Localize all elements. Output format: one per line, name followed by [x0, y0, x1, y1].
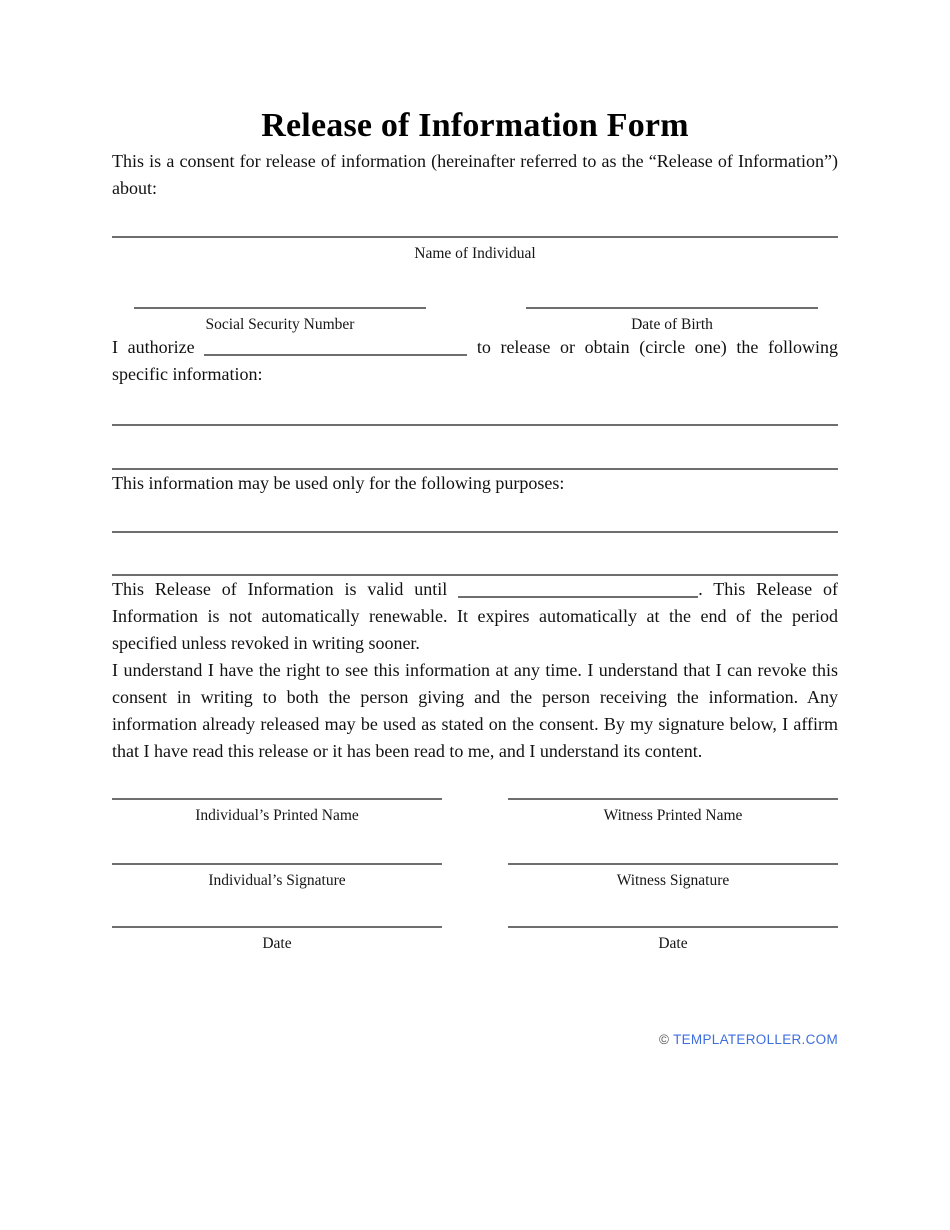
valid-until-blank-line [458, 584, 698, 598]
ssn-label: Social Security Number [205, 316, 355, 333]
individual-printed-name-line [112, 798, 442, 800]
witness-signature-line [508, 863, 838, 865]
dob-line [526, 307, 818, 309]
specific-information-blank-line-1 [112, 424, 838, 426]
validity-prefix: This Release of Information is valid until [112, 579, 448, 599]
witness-date-label: Date [658, 935, 688, 952]
purposes-paragraph: This information may be used only for the following purposes: [112, 473, 565, 493]
ssn-dob-row [112, 307, 838, 334]
validity-paragraph [112, 576, 838, 657]
authorize-blank-line [204, 342, 467, 356]
individual-date-line [112, 926, 442, 928]
individual-printed-name-field [112, 798, 442, 825]
validity-suffix: . This Release of Information is not automatically renewable. It expires automatically at the end of the period specified unless revoked in writing sooner. [112, 579, 838, 653]
dob-label: Date of Birth [631, 316, 713, 333]
dob-field [526, 307, 818, 334]
witness-signature-column [508, 798, 838, 953]
individual-date-field [112, 926, 442, 953]
templateroller-link[interactable]: TEMPLATEROLLER.COM [673, 1032, 838, 1047]
authorize-paragraph [112, 334, 838, 388]
name-of-individual-label: Name of Individual [414, 245, 536, 262]
authorize-suffix: to release or obtain (circle one) the following specific information: [112, 337, 839, 384]
authorize-prefix: I authorize [112, 337, 195, 357]
individual-date-label: Date [262, 935, 292, 952]
individual-signature-line [112, 863, 442, 865]
individual-signature-label: Individual’s Signature [208, 872, 346, 889]
name-of-individual-field [112, 236, 838, 263]
footer [112, 1031, 838, 1048]
acknowledgement-paragraph: I understand I have the right to see this information at any time. I understand that I can revoke this consent in writing to both the person giving and the person receiving the information. Any information already released may be used as stated on the consent. By my signature below, I affirm that I have read this release or it has been read to me, and I understand its content. [112, 660, 838, 761]
witness-printed-name-label: Witness Printed Name [603, 807, 743, 824]
ssn-field [134, 307, 426, 334]
witness-signature-label: Witness Signature [616, 872, 730, 889]
individual-signature-field [112, 863, 442, 890]
individual-signature-column [112, 798, 442, 953]
purposes-blank-line-1 [112, 531, 838, 533]
witness-date-field [508, 926, 838, 953]
form-title: Release of Information Form [261, 107, 689, 144]
witness-printed-name-line [508, 798, 838, 800]
witness-signature-field [508, 863, 838, 890]
signature-section [112, 798, 838, 953]
name-of-individual-line [112, 236, 838, 238]
witness-date-line [508, 926, 838, 928]
intro-paragraph: This is a consent for release of information (hereinafter referred to as the “Release of Information”) about: [112, 151, 838, 198]
copyright-icon: © [659, 1032, 670, 1047]
witness-printed-name-field [508, 798, 838, 825]
ssn-line [134, 307, 426, 309]
individual-printed-name-label: Individual’s Printed Name [195, 807, 359, 824]
